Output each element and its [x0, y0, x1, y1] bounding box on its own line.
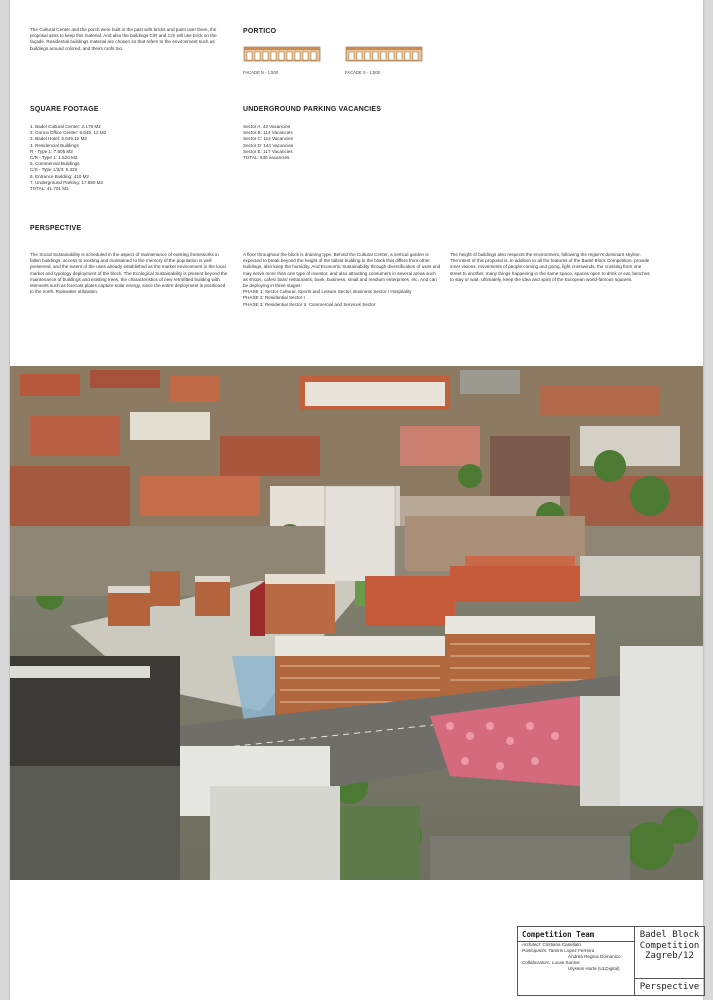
list-item: 6. Entrance Building: 410 M2 [30, 173, 89, 179]
list-item: Sector E: 117 Vacancies [243, 148, 293, 154]
parking-heading: UNDERGROUND PARKING VACANCIES [243, 106, 382, 113]
participant-name: Andréa Regina Domanico [568, 954, 621, 959]
list-item: C/S - Type 1/2/3: 5.320 [30, 167, 78, 173]
list-item: Sector D: 144 Vacancies [243, 142, 294, 148]
project-title-line-3: Zagreb/12 [645, 951, 694, 961]
list-item: Sector A: 43 Vacancies [243, 124, 291, 129]
square-footage-list [30, 124, 230, 192]
project-title-line-2: Competition [639, 940, 700, 951]
list-item: TOTAL: 41.701 M2 [30, 186, 69, 192]
participant-name: Tamiris Lopez Ferreira [548, 948, 595, 953]
team-title: Competition Team [518, 927, 634, 942]
sheet-label: Perspective [635, 978, 704, 995]
list-item: 7. Underground Parking: 17.890 M2 [30, 179, 104, 185]
list-item: 1. Badel Cultural Center: 2.178 M2 [30, 124, 101, 129]
facade-south-caption: FACADE S - 1:500 [345, 70, 380, 75]
list-item: 4. Residencial Buildings [30, 142, 79, 148]
perspective-heading: PERSPECTIVE [30, 225, 82, 232]
architect-label: Architect: [522, 942, 542, 947]
square-footage-heading: SQUARE FOOTAGE [30, 106, 99, 113]
list-item: C/R - Type 1: 1.520 M2 [30, 155, 78, 161]
intro-text: The Cultural Center and the porch were built in the past with bricks and paint over them, the proposal aims to keep this material. And also the buildings C/R and C/S will use brick on the façade. Residential buildings material are chosen so that refers to the environment such as buildings around colored, and theirs roofs too. [30, 27, 217, 51]
list-item: Sector C: 112 Vacancies [243, 136, 293, 142]
competition-team-panel [518, 927, 635, 995]
competition-board [10, 0, 703, 1000]
facade-south-drawing [345, 45, 423, 63]
list-item: 3. Badel Hotel: 5.649,12 M2 [30, 136, 87, 142]
list-item: 5. Commercial Buildings [30, 161, 80, 167]
list-item: 2. Gorica Office Center: 5.649, 12 M2 [30, 130, 107, 136]
project-title [635, 927, 704, 962]
collaborators-line-2 [518, 966, 634, 972]
list-item: TOTAL: 530 vacancies. [243, 155, 291, 161]
portico-heading: PORTICO [243, 28, 277, 35]
parking-list [243, 124, 443, 161]
list-item: Sector B: 114 Vacancies [243, 130, 293, 136]
perspective-column-2: A floor throughout the block is draining type. Behind the Cultural Center, a vertical garden is expected to break beyond the height of the tallest building in the block that differs from other buildings, also keep the humidity. And Economic Sustainability through diversification of uses and may serve more than one type of investor, and also attracting consumers in several areas such as shops, cafes/ bars/ restaurants, bank, business, small and medium enterprises, etc. And can be deploying in three stages: PHASE 1: Sector Cultural, Sports and Leisure Sector, Business Sector / Hospitality PHASE 2: Residential Sector I PHASE 3: Residential Sector II, Commercial and Services Sector [243, 252, 441, 307]
credits-block [517, 926, 705, 996]
perspective-column-3: The height of buildings also respects the environment, following the region's dominant skyline. The intent of this proposal is, in addition to all the features of the Badel Block Competition, provide inner visions, movements of people coming and going, light crosswinds, the crossing from one street to another, many things happening in the same space, spaces open to drink or eat, benches to stay or wait. Ultimately, keep the idea and spirit of the European world-famous squares. [450, 252, 650, 282]
collaborator-name: Ulysses Horta (ULDigital) [568, 966, 620, 971]
facade-north-caption: FACADE N - 1:500 [243, 70, 279, 75]
collaborator-name: Lucas Santos [551, 960, 580, 965]
facade-north-drawing [243, 45, 321, 63]
architect-name: Cristiana Casellato [542, 942, 581, 947]
collaborators-label: Collaborators: [522, 960, 551, 965]
project-title-line-1: Badel Block [639, 930, 700, 940]
perspective-column-1: The Social Sustainability is scheduled in the aspect of maintenance of existing frameworks in fallen buildings, access to existing and maintained to the memory of the population is well preserved, and the extent of the uses already established as the market environment in the local market and typology deployment of the block. The Ecological Sustainability is present beyond the maintenance of buildings and existing trees, the characteristics of new retrofitted building with elements such as forecast plates capture solar energy, since the entire deployment is positioned to the north. Rainwater utilization. [30, 252, 228, 295]
participants-label: Participants: [522, 948, 548, 953]
project-panel [635, 927, 704, 995]
aerial-perspective-image [10, 366, 703, 880]
list-item: R - Type 1: 7.605 M2 [30, 148, 73, 154]
